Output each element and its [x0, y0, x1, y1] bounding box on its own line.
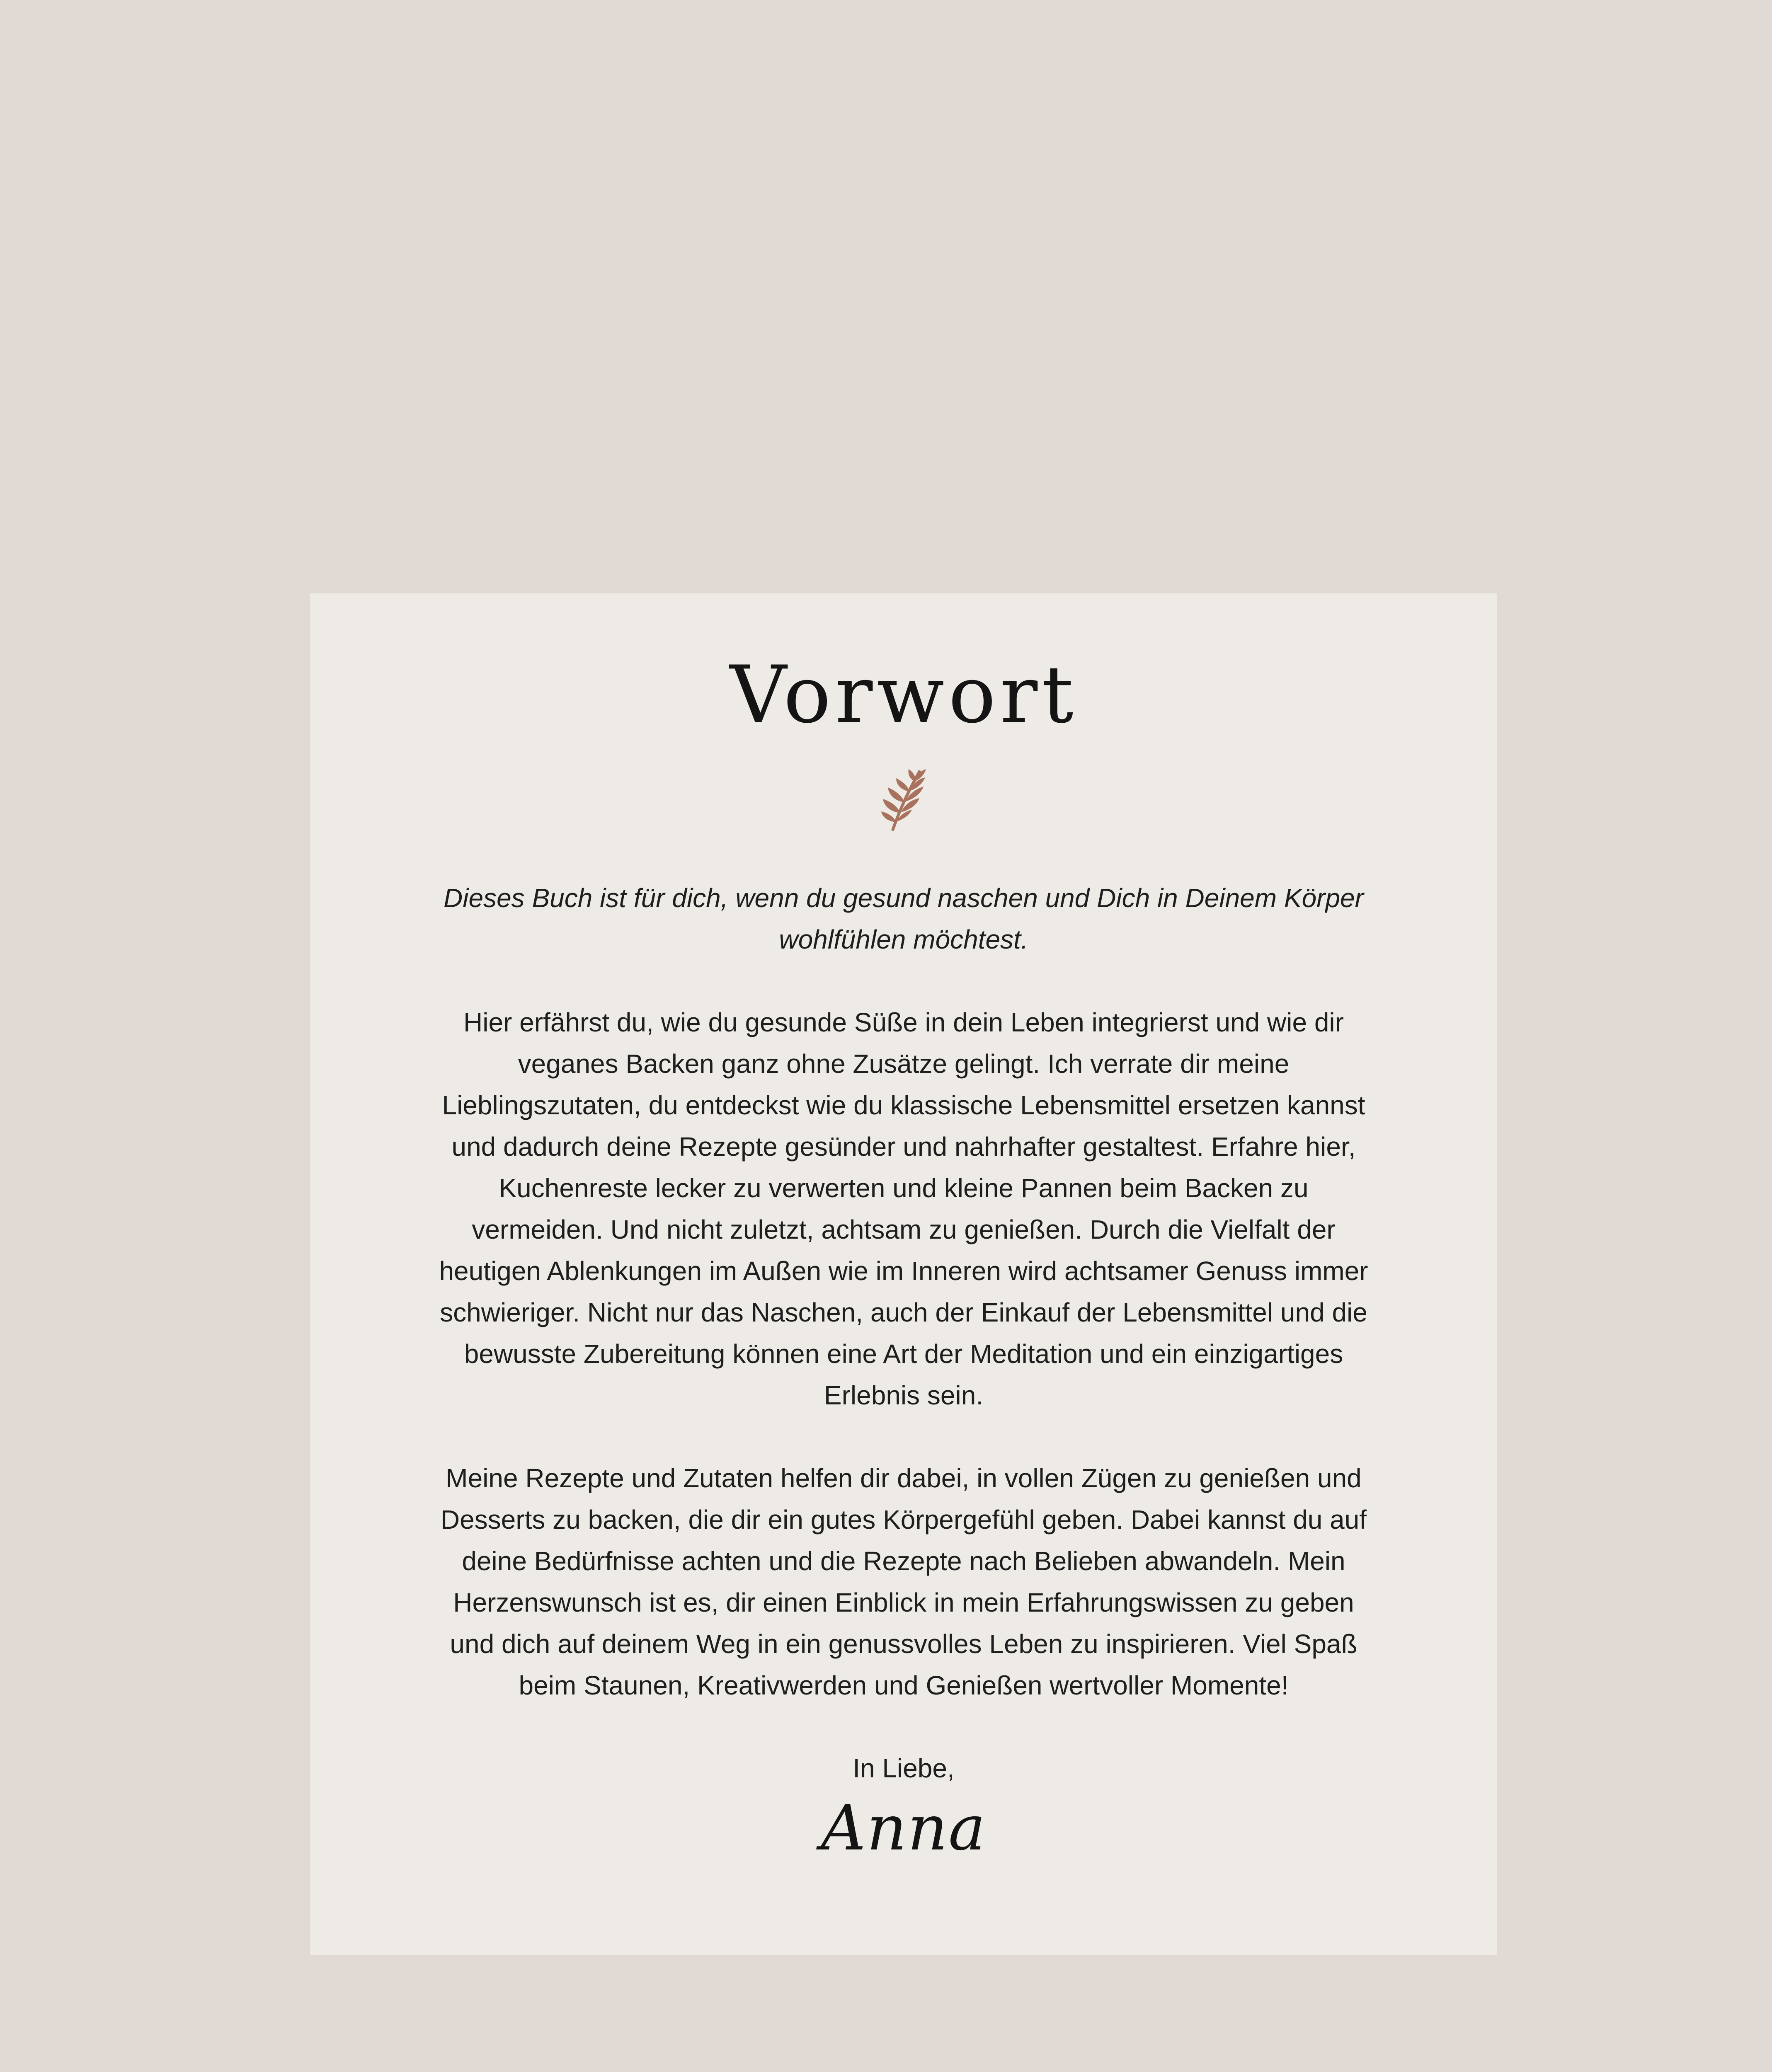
closing-line: In Liebe, [853, 1753, 955, 1783]
page-title: Vorwort [730, 649, 1078, 741]
leaf-icon [876, 767, 929, 833]
signature: Anna [821, 1792, 987, 1864]
paragraph-2: Meine Rezepte und Zutaten helfen dir dabei, in vollen Zügen zu genießen und Desserts zu backen, die dir ein gutes Körpergefühl geben. Dabei kannst du auf deine Bedürfnisse achten und die Rezepte nach Belieben abwandeln. Mein Herzenswunsch ist es, dir einen Einblick in mein Erfahrungswissen zu geben und dich auf deinem Weg in ein genussvolles Leben zu inspirieren. Viel Spaß beim Staunen, Kreativwerden und Genießen wertvoller Momente! [440, 1463, 1367, 1700]
paragraph-1: Hier erfährst du, wie du gesunde Süße in dein Leben integrierst und wie dir veganes Backen ganz ohne Zusätze gelingt. Ich verrate dir meine Lieblingszutaten, du entdeckst wie du klassische Lebensmittel ersetzen kannst und dadurch deine Rezepte gesünder und nahrhafter gestaltest. Erfahre hier, Kuchenreste lecker zu verwerten und kleine Pannen beim Backen zu vermeiden. Und nicht zuletzt, achtsam zu genießen. Durch die Vielfalt der heutigen Ablenkungen im Außen wie im Inneren wird achtsamer Genuss immer schwieriger. Nicht nur das Naschen, auch der Einkauf der Lebensmittel und die bewusste Zubereitung können eine Art der Meditation und ein einzigartiges Erlebnis sein. [439, 1007, 1368, 1410]
foreword-card [310, 593, 1497, 1955]
intro-text: Dieses Buch ist für dich, wenn du gesund naschen und Dich in Deinem Körper wohlfühlen möchtest. [444, 883, 1364, 954]
